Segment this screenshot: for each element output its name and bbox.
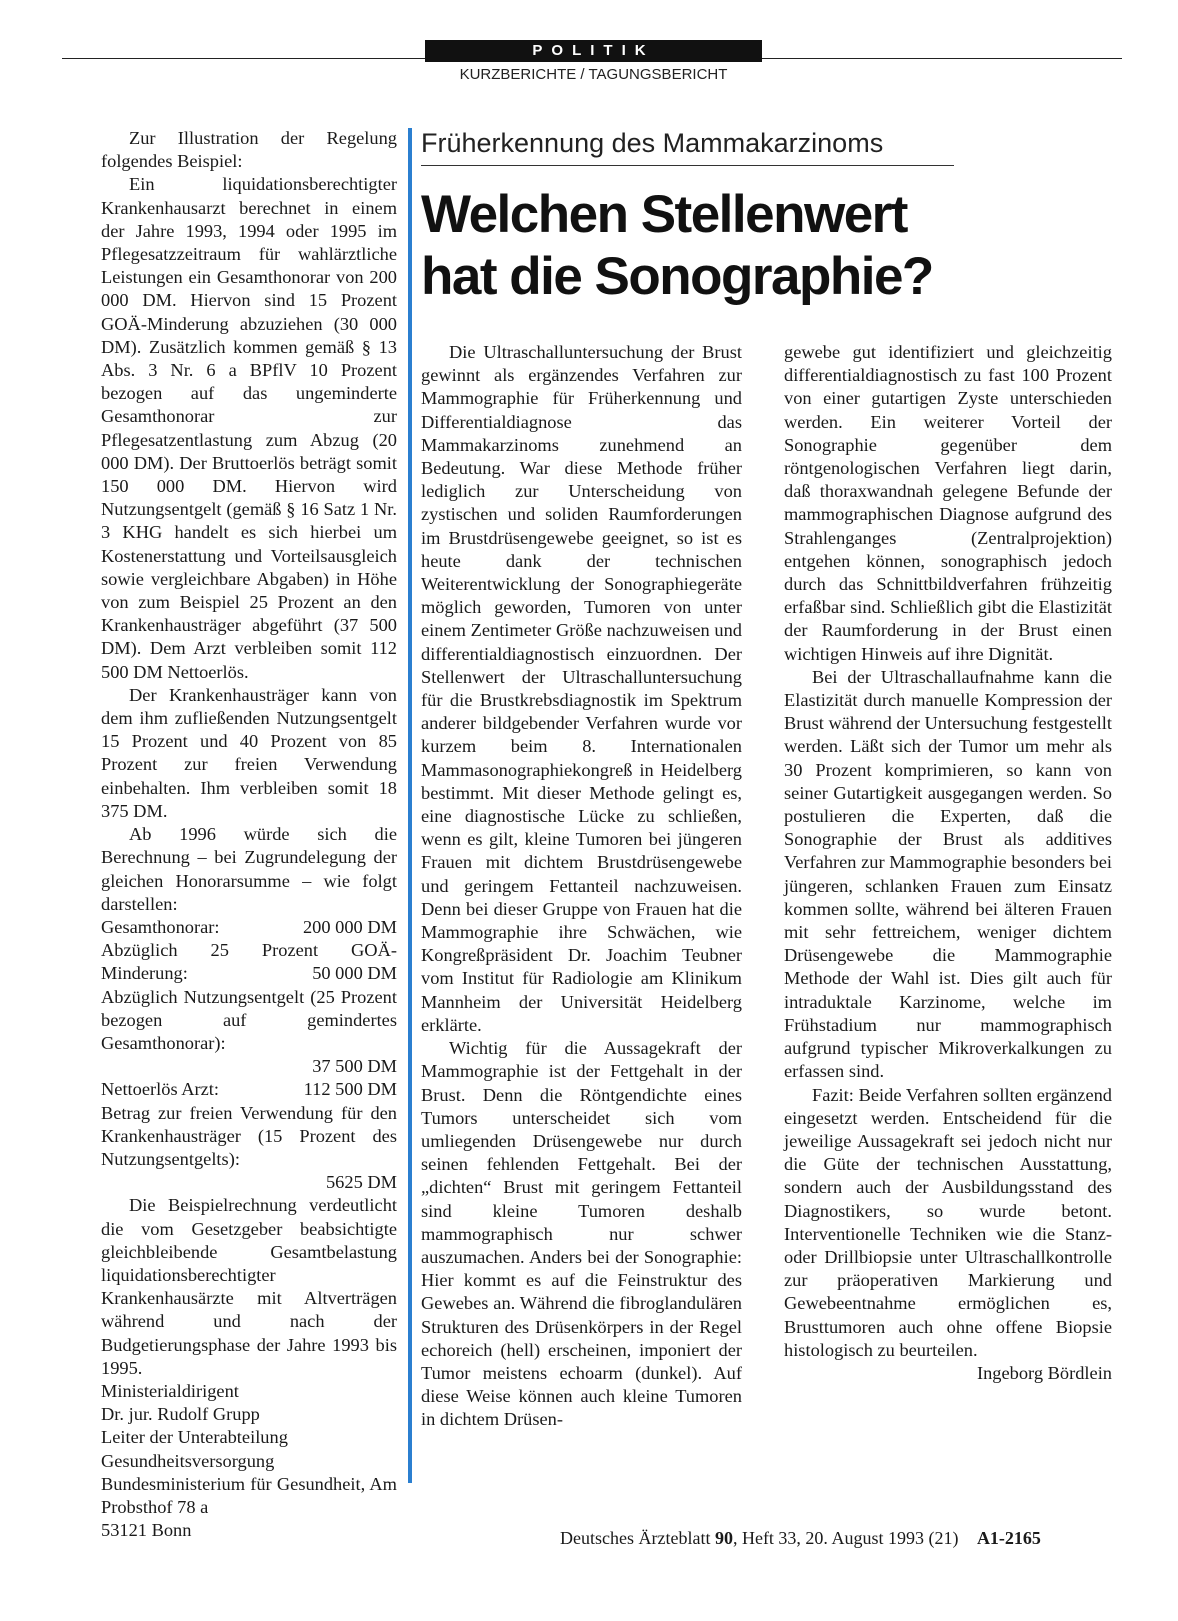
calc-label: Gesamthonorar: — [101, 916, 220, 937]
calc-value: 37 500 DM — [312, 1056, 397, 1077]
paragraph: Die Beispielrechnung verdeutlicht die vom Gesetzgeber beabsichtigte gleichbleibende Gesamtbelastung liquidationsberechtigter Krankenhausärzte mit Altverträgen während und nach der Budgetierungsphase der Jahre 1993 bis 1995. — [101, 1195, 397, 1378]
paragraph: Ein liquidationsberechtigter Krankenhausarzt berechnet in einem der Jahre 1993, 1994 oder 1995 im Pflegesatzzeitraum für wahlärztliche Leistungen ein Gesamthonorar von 200 000 DM. Hiervon sind 15 Prozent GOÄ-Minderung abzuziehen (30 000 DM). Zusätzlich kommen gemäß § 13 Abs. 3 Nr. 6 a BPflV 10 Prozent bezogen auf das ungeminderte Gesamthonorar zur Pflegesatzentlastung zum Abzug (20 000 DM). Der Bruttoerlös beträgt somit 150 000 DM. Hiervon wird Nutzungsentgelt (gemäß § 16 Satz 1 Nr. 3 KHG handelt es sich hierbei um Kostenerstattung und Vorteilsausgleich sowie vergleichbare Abgaben) in Höhe von zum Beispiel 25 Prozent an den Krankenhausträger abgeführt (37 500 DM). Dem Arzt verbleiben somit 112 500 DM Nettoerlös. — [101, 174, 397, 682]
kicker-rule — [421, 165, 954, 166]
calc-value: 200 000 DM — [302, 916, 397, 937]
calc-value: 5625 DM — [325, 1172, 397, 1193]
article-headline — [421, 184, 1121, 308]
subsection-label: KURZBERICHTE / TAGUNGSBERICHT — [459, 66, 728, 83]
author-line: 53121 Bonn — [101, 1520, 192, 1541]
page-footer — [560, 1528, 1120, 1549]
paragraph: Bei der Ultraschallaufnahme kann die Elastizität durch manuelle Kompression der Brust während der Untersuchung festgestellt werden. Läßt sich der Tumor um mehr als 30 Prozent komprimieren, so kann von seiner Gutartigkeit ausgegangen werden. So postulieren die Experten, daß die Sonographie der Brust als additives Verfahren zur Mammographie besonders bei jüngeren, schlanken Frauen zum Einsatz kommen sollte, während bei älteren Frauen mit sehr fettreichem, weniger dichtem Drüsengewebe die Mammographie Methode der Wahl ist. Dies gilt auch für intraduktale Karzinome, welche im Frühstadium nur mammographisch aufgrund typischer Mikroverkalkungen zu erfassen sind. — [784, 666, 1112, 1082]
author-line: Gesundheitsversorgung — [101, 1450, 275, 1471]
headline-line: hat die Sonographie? — [421, 247, 933, 306]
header-rule-left — [62, 58, 425, 59]
calc-label: Minderung: — [101, 963, 188, 984]
author-line: Dr. jur. Rudolf Grupp — [101, 1404, 260, 1425]
paragraph: Ab 1996 würde sich die Berechnung – bei Zugrundelegung der gleichen Honorarsumme – wie folgt darstellen: — [101, 824, 397, 914]
calc-label: Abzüglich 25 Prozent GOÄ- — [101, 940, 397, 961]
article-author: Ingeborg Bördlein — [976, 1362, 1112, 1383]
volume-number: 90 — [714, 1528, 733, 1548]
page-number: A1-2165 — [976, 1528, 1041, 1548]
article-column-2 — [784, 341, 1112, 1385]
paragraph: Die Ultraschalluntersuchung der Brust gewinnt als ergänzendes Verfahren zur Mammographie für Früherkennung und Differentialdiagnose das Mammakarzinoms zunehmend an Bedeutung. War diese Methode früher lediglich zur Unterscheidung von zystischen und soliden Raumforderungen im Brustdrüsengewebe geeignet, so ist es heute dank der technischen Weiterentwicklung der Sonographiegeräte möglich geworden, Tumoren von unter einem Zentimeter Größe nachzuweisen und differentialdiagnostisch einzuordnen. Der Stellenwert der Ultraschalluntersuchung für die Brustkrebsdiagnostik im Spektrum anderer bildgebender Verfahren wurde vor kurzem beim 8. Internationalen Mammasonographiekongreß in Heidelberg bestimmt. Mit dieser Methode gelingt es, eine diagnostische Lücke zu schließen, wenn es gilt, kleine Tumoren bei jüngeren Frauen mit dichtem Brustdrüsengewebe und geringem Fettanteil nachzuweisen. Denn bei dieser Gruppe von Frauen hat die Mammographie ihre Schwächen, wie Kongreßpräsident Dr. Joachim Teubner vom Institut für Radiologie am Klinikum Mannheim der Universität Heidelberg erklärte. — [421, 342, 742, 1035]
calc-label: Betrag zur freien Verwendung für den Krankenhausträger (15 Prozent des Nutzungsentgelts): — [101, 1102, 397, 1169]
article-kicker: Früherkennung des Mammakarzinoms — [421, 128, 884, 158]
paragraph: Fazit: Beide Verfahren sollten ergänzend eingesetzt werden. Entscheidend für die jeweilige Aussagekraft sei jedoch nicht nur die Güte der technischen Ausstattung, sondern auch der Ausbildungsstand des Diagnostikers, so wurde betont. Interventionelle Techniken wie die Stanz- oder Drillbiopsie unter Ultraschallkontrolle zur präoperativen Markierung und Gewebeentnahme ermöglichen es, Brusttumoren auch ohne offene Biopsie histologisch zu beurteilen. — [784, 1084, 1112, 1360]
article-column-1 — [421, 341, 742, 1432]
calc-row — [101, 1078, 397, 1101]
author-block — [101, 1380, 397, 1542]
headline-line: Welchen Stellenwert — [421, 185, 907, 244]
calc-row — [101, 962, 397, 985]
calc-value: 50 000 DM — [312, 963, 397, 984]
calc-row — [101, 916, 397, 939]
calc-label: Nettoerlös Arzt: — [101, 1079, 219, 1100]
article-accent-bar — [408, 128, 412, 1483]
paragraph: Wichtig für die Aussagekraft der Mammographie ist der Fettgehalt in der Brust. Denn die Röntgendichte eines Tumors unterscheidet sich vom umliegenden Drüsengewebe nur durch seinen fehlenden Fettgehalt. Bei der „dichten“ Brust mit geringem Fettanteil sind kleine Tumoren deshalb mammographisch nur schwer auszumachen. Anders bei der Sonographie: Hier kommt es auf die Feinstruktur des Gewebes an. Während die fibroglandulären Strukturen des Drüsenkörpers in der Regel echoreich (hell) erscheinen, imponiert der Tumor meistens echoarm (dunkel). Auf diese Weise können auch kleine Tumoren in dichtem Drüsen- — [421, 1038, 742, 1430]
calc-value: 112 500 DM — [303, 1079, 397, 1100]
section-label: POLITIK — [425, 40, 762, 62]
left-column — [101, 127, 397, 1542]
calc-label: Abzüglich Nutzungsentgelt (25 Prozent bezogen auf gemindertes Gesamthonorar): — [101, 986, 397, 1053]
issue-date: , Heft 33, 20. August 1993 (21) — [732, 1528, 959, 1548]
paragraph: Der Krankenhausträger kann von dem ihm zufließenden Nutzungsentgelt 15 Prozent und 40 Prozent von 85 Prozent zur freien Verwendung einbehalten. Ihm verbleiben somit 18 375 DM. — [101, 684, 397, 821]
author-line: Leiter der Unterabteilung — [101, 1427, 288, 1448]
paragraph: gewebe gut identifiziert und gleichzeitig differentialdiagnostisch zu fast 100 Prozent von einer gutartigen Zyste unterschieden werden. Ein weiterer Vorteil der Sonographie gegenüber dem röntgenologischen Verfahren liegt darin, daß thoraxwandnah gelegene Befunde der mammographischen Diagnose aufgrund des Strahlenganges (Zentralprojektion) entgehen können, sonographisch jedoch durch das Schnittbildverfahren frühzeitig erfaßbar sind. Schließlich gibt die Elastizität der Raumforderung in der Brust einen wichtigen Hinweis auf ihre Dignität. — [784, 342, 1112, 664]
paragraph: Zur Illustration der Regelung folgendes Beispiel: — [101, 128, 397, 172]
header-rule-right — [762, 58, 1122, 59]
author-line: Bundesministerium für Gesundheit, Am Probsthof 78 a — [101, 1473, 397, 1517]
calculation-table — [101, 916, 397, 1194]
journal-name: Deutsches Ärzteblatt — [560, 1528, 711, 1548]
author-line: Ministerialdirigent — [101, 1380, 239, 1401]
